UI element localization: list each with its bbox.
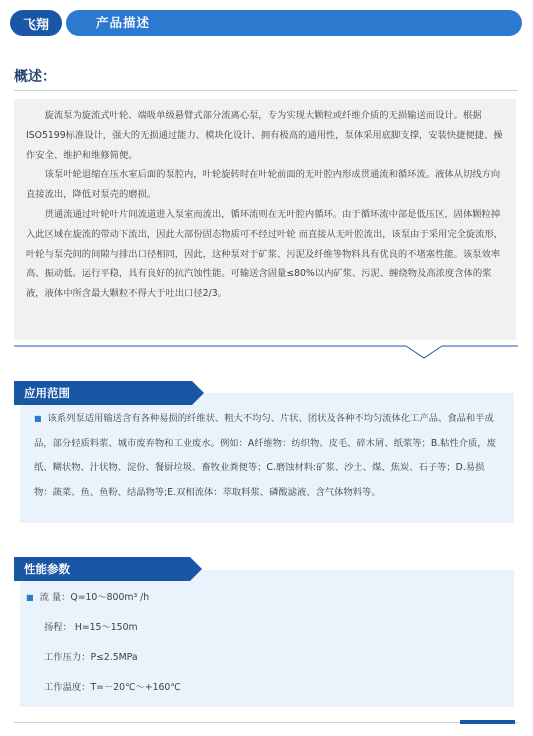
list-item: 扬程： H=15～150m (44, 622, 138, 633)
performance-list (26, 590, 181, 710)
application-tag: 应用范围 (14, 381, 192, 405)
overview-paragraph: 该泵叶轮退缩在压水室后面的泵腔内，叶轮旋转时在叶轮前面的无叶腔内形成贯通流和循环流。液体从切线方向直接流出，降低对泵壳的磨损。 (26, 169, 501, 201)
tag-arrow (190, 557, 202, 581)
overview-title: 概述： (14, 69, 56, 85)
header-bar (66, 10, 522, 36)
list-item: ■ 流 量：Q=10～800m³ /h (26, 592, 150, 603)
overview-paragraph: 贯通流通过叶轮叶片间流道进入泵室而流出，循环流则在无叶腔内循环。由于循环流中部是低压区，固体颗粒掉入此区域在旋流的带动下流出，因此大部份固态物质可不经过叶轮 而直接从无叶腔流出，该泵由于采用完全旋流形，叶轮与泵壳间的间隙与排出口径相同，因此，这种泵对于矿浆、污泥及纤维等物料具有优良的不堵塞性能。该泵效率高、振动低、运行平稳，具有良好的抗汽蚀性能。可输送含固量≤80%以内矿浆、污泥、缠绕物及高浓度含体的浆液，液体中所含最大颗粒不得大于吐出口径2/3。 (26, 208, 504, 300)
list-item: 工作压力：P≤2.5MPa (44, 652, 138, 663)
divider-notch (14, 344, 518, 362)
bullet-icon: ■ (34, 414, 42, 423)
list-item: 工作温度：T=－20℃～+160℃ (44, 682, 181, 693)
overview-paragraph: 旋流泵为旋流式叶轮、端吸单级悬臂式部分流离心泵，专为实现大颗粒或纤维介质的无损输送而设计。根据ISO5199标准设计，强大的无损通过能力、模块化设计、拥有极高的通用性，泵体采用底脚支撑，安装快捷便捷、操作安全、维护和维修简便。 (26, 110, 503, 161)
application-text (34, 407, 502, 505)
brand-badge: 飞翔 (10, 10, 62, 36)
tag-arrow (192, 381, 204, 405)
overview-text (26, 106, 506, 304)
performance-tag: 性能参数 (14, 557, 190, 581)
header (0, 10, 533, 38)
bullet-icon: ■ (26, 593, 34, 602)
footer-divider (14, 722, 518, 723)
application-body: 该系列泵适用输送含有各种易损的纤维状、粗大不均匀、片状、团状及各种不均匀流体化工产品、食品和半成品，部分轻质料浆、城市废弃物和工业废水。例如：A纤维物：纺织物、皮毛、碎木屑、纸浆等；B.粘性介质，废纸、糊状物、汁状物、淀份、餐厨垃圾、畜牧业粪便等；C.磨蚀材料:矿浆、沙土、煤、焦炭、石子等；D.易损物：蔬菜、鱼、鱼粉、结晶物等;E.双相流体：萃取料浆、磷酸滤液、含气体物料等。 (34, 413, 496, 498)
divider (14, 90, 518, 91)
page-title: 产品描述 (96, 15, 151, 30)
footer-accent (460, 720, 515, 724)
